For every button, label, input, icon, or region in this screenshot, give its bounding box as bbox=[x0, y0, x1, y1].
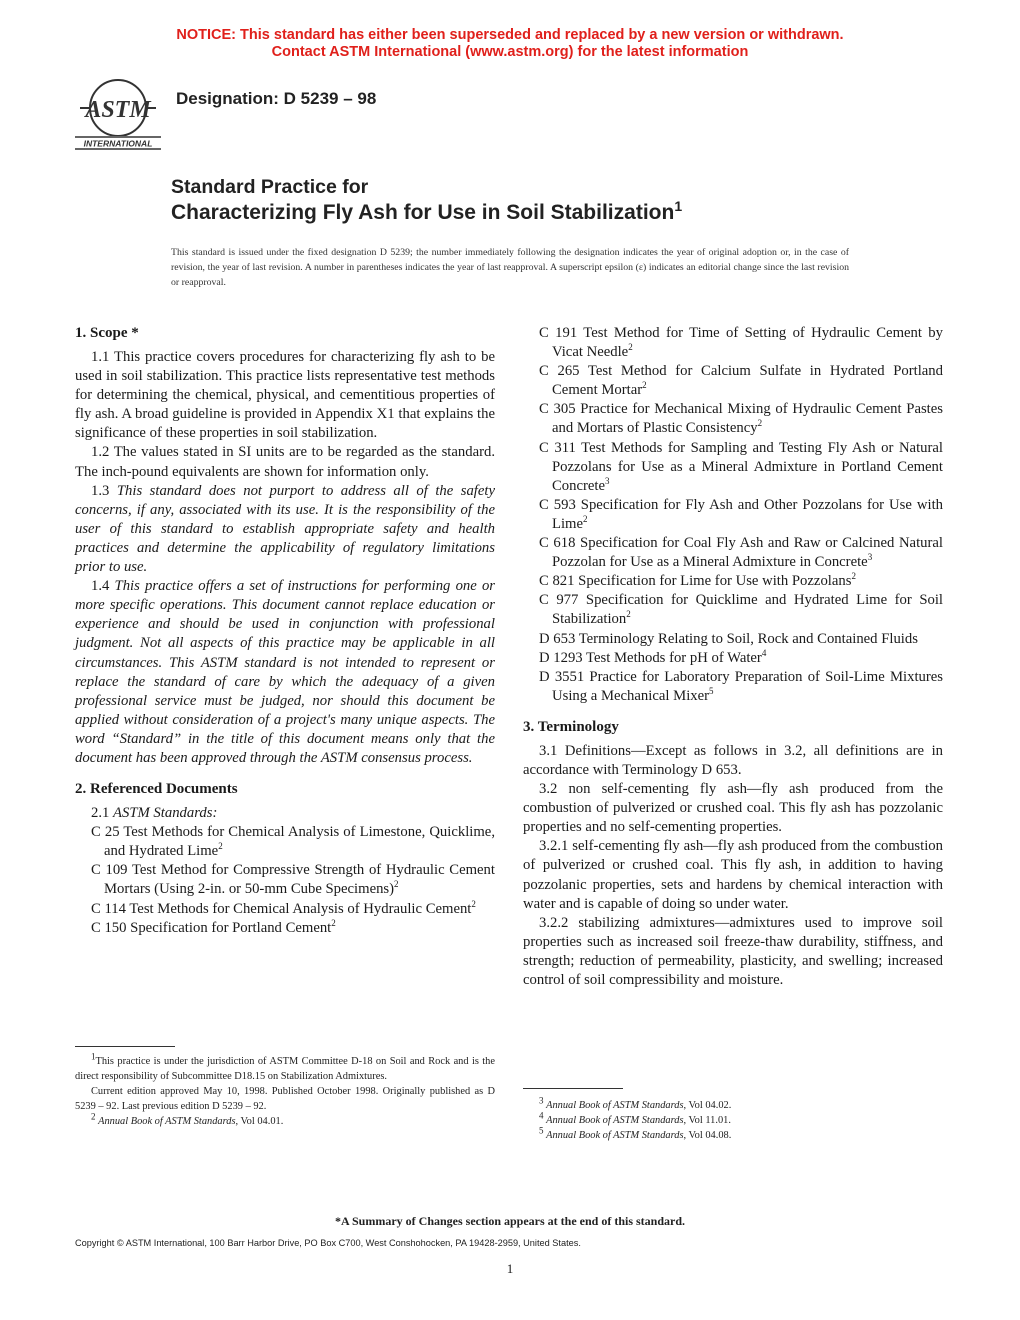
refs-sub-label: ASTM Standards: bbox=[113, 805, 218, 822]
reference-footnote-ref: 2 bbox=[394, 879, 399, 890]
reference-text: C 109 Test Method for Compressive Strength of Hydraulic Cement Mortars (Using 2-in. or 50-mm Cube Specimens) bbox=[91, 862, 495, 898]
reference-text: D 3551 Practice for Laboratory Preparation of Soil-Lime Mixtures Using a Mechanical Mixer bbox=[539, 668, 943, 704]
reference-item bbox=[523, 591, 943, 629]
reference-footnote-ref: 2 bbox=[757, 418, 763, 429]
scope-1-2: 1.2 The values stated in SI units are to be regarded as the standard. The inch-pound equivalents are shown for information only. bbox=[75, 444, 495, 480]
reference-footnote-ref: 2 bbox=[851, 571, 856, 582]
footnote-rule-left bbox=[75, 1046, 175, 1047]
scope-1-3-num: 1.3 bbox=[91, 482, 110, 499]
reference-footnote-ref: 2 bbox=[642, 380, 647, 391]
scope-1-4 bbox=[75, 577, 495, 768]
footnote-4 bbox=[523, 1110, 943, 1128]
footnote-1-num: 1 bbox=[91, 1051, 96, 1062]
footnote-3 bbox=[523, 1095, 943, 1113]
reference-item bbox=[523, 400, 943, 438]
scope-1-4-text: This practice offers a set of instructions for performing one or more specific operations. This document cannot replace education or experience and should be used in conjunction with professional judgment. Not all aspects of this practice may be applicable in all circumstances. This ASTM standard is not intended to represent or replace the standard of care by which the adequacy of a given professional service must be judged, nor should this document be applied without consideration of a project's many unique aspects. The word “Standard” in the title of this document means only that the document has been approved through the ASTM consensus process. bbox=[75, 578, 495, 766]
reference-text: C 977 Specification for Quicklime and Hydrated Lime for Soil Stabilization bbox=[539, 592, 943, 628]
left-column bbox=[75, 324, 495, 938]
scope-1-3-text: This standard does not purport to address all of the safety concerns, if any, associated with its use. It is the responsibility of the user of this standard to establish appropriate safety and health practices and determine the applicability of regulatory limitations prior to use. bbox=[75, 482, 496, 576]
term-3-1: 3.1 Definitions—Except as follows in 3.2, all definitions are in accordance with Terminology D 653. bbox=[523, 742, 943, 778]
reference-footnote-ref: 5 bbox=[709, 685, 714, 696]
footnotes-left bbox=[75, 1051, 495, 1129]
reference-footnote-ref: 2 bbox=[628, 342, 633, 353]
reference-text: C 593 Specification for Fly Ash and Other Pozzolans for Use with Lime bbox=[539, 496, 943, 532]
reference-footnote-ref: 2 bbox=[471, 898, 476, 909]
notice-line-2: Contact ASTM International (www.astm.org) for the latest information bbox=[271, 44, 749, 60]
reference-text: C 305 Practice for Mechanical Mixing of Hydraulic Cement Pastes and Mortars of Plastic Consistency bbox=[539, 401, 943, 437]
reference-item bbox=[523, 572, 943, 591]
refs-subheading bbox=[75, 804, 495, 823]
footnote-num: 5 bbox=[539, 1125, 544, 1136]
reference-text: C 114 Test Methods for Chemical Analysis of Hydraulic Cement bbox=[91, 900, 472, 917]
notice-line-1: NOTICE: This standard has either been superseded and replaced by a new version or withdrawn. bbox=[176, 27, 844, 43]
refs-sub-num: 2.1 bbox=[91, 805, 110, 822]
reference-text: C 191 Test Method for Time of Setting of Hydraulic Cement by Vicat Needle bbox=[539, 325, 943, 361]
right-column bbox=[523, 324, 943, 990]
reference-footnote-ref: 2 bbox=[583, 514, 588, 525]
logo-subtext: INTERNATIONAL bbox=[83, 138, 153, 149]
reference-text: C 265 Test Method for Calcium Sulfate in Hydrated Portland Cement Mortar bbox=[539, 363, 943, 399]
title-footnote-ref: 1 bbox=[674, 198, 683, 214]
refs-list-right bbox=[523, 324, 943, 706]
reference-text: C 25 Test Methods for Chemical Analysis of Limestone, Quicklime, and Hydrated Lime bbox=[91, 824, 495, 860]
document-title bbox=[171, 175, 682, 227]
scope-1-1: 1.1 This practice covers procedures for characterizing fly ash to be used in soil stabilization. This practice lists representative test methods for determining the chemical, physical, and cementitious properties of fly ash. A broad guideline is provided in Appendix X1 that explains the significance of these properties in soil stabilization. bbox=[75, 349, 495, 442]
footnote-rule-right bbox=[523, 1088, 623, 1089]
reference-item bbox=[523, 630, 943, 649]
copyright: Copyright © ASTM International, 100 Barr Harbor Drive, PO Box C700, West Conshohocken, PA 19428-2959, United States. bbox=[75, 1238, 581, 1248]
reference-footnote-ref: 2 bbox=[218, 841, 223, 852]
title-line-1: Standard Practice for bbox=[171, 176, 369, 198]
footnote-book: Annual Book of ASTM Standards bbox=[546, 1100, 684, 1111]
footnote-book: Annual Book of ASTM Standards bbox=[546, 1115, 684, 1126]
designation: Designation: D 5239 – 98 bbox=[176, 89, 377, 108]
reference-item bbox=[75, 861, 495, 899]
reference-item bbox=[523, 324, 943, 362]
reference-item bbox=[523, 649, 943, 668]
reference-item bbox=[523, 668, 943, 706]
logo-text: ASTM bbox=[85, 97, 151, 123]
reference-item bbox=[75, 900, 495, 919]
footnote-1-text: This practice is under the jurisdiction of ASTM Committee D-18 on Soil and Rock and is the direct responsibility of Subcommittee D18.15 on Stabilization Admixtures. bbox=[75, 1056, 495, 1082]
scope-1-3 bbox=[75, 482, 495, 577]
scope-1-4-num: 1.4 bbox=[91, 578, 110, 595]
issued-note: This standard is issued under the fixed designation D 5239; the number immediately following the designation indicates the year of original adoption or, in the case of revision, the year of last revision. A number in parentheses indicates the year of last reapproval. A superscript epsilon (ε) indicates an editorial change since the last revision or reapproval. bbox=[171, 247, 849, 288]
reference-text: D 1293 Test Methods for pH of Water bbox=[539, 649, 762, 666]
footnote-5 bbox=[523, 1125, 943, 1143]
reference-text: C 618 Specification for Coal Fly Ash and Raw or Calcined Natural Pozzolan for Use as a Mineral Admixture in Concrete bbox=[539, 535, 943, 571]
footnote-vol: , Vol 11.01. bbox=[683, 1115, 731, 1126]
reference-item bbox=[75, 919, 495, 938]
footnote-2-vol: , Vol 04.01. bbox=[235, 1116, 284, 1127]
reference-text: C 311 Test Methods for Sampling and Testing Fly Ash or Natural Pozzolans for Use as a Mineral Admixture in Portland Cement Concrete bbox=[539, 439, 943, 494]
footnote-num: 3 bbox=[539, 1095, 544, 1106]
reference-footnote-ref: 3 bbox=[605, 475, 610, 486]
footnote-1 bbox=[75, 1051, 495, 1084]
footnote-2-num: 2 bbox=[91, 1111, 96, 1122]
footnote-2 bbox=[75, 1111, 495, 1129]
reference-text: C 821 Specification for Lime for Use with Pozzolans bbox=[539, 573, 852, 590]
reference-item bbox=[523, 362, 943, 400]
reference-footnote-ref: 2 bbox=[626, 609, 631, 620]
reference-item bbox=[523, 496, 943, 534]
withdrawal-notice bbox=[0, 27, 1020, 61]
title-line-2 bbox=[171, 199, 682, 227]
footnote-2-book: Annual Book of ASTM Standards bbox=[98, 1116, 236, 1127]
page-number: 1 bbox=[506, 1261, 514, 1276]
term-3-2-1: 3.2.1 self-cementing fly ash—fly ash produced from the combustion of pulverized or crushed coal. This fly ash, in addition to having pozzolanic properties, sets and hardens by chemical interaction with water and is capable of doing so under water. bbox=[523, 838, 943, 912]
reference-text: D 653 Terminology Relating to Soil, Rock and Contained Fluids bbox=[539, 630, 918, 647]
footnote-1-edition: Current edition approved May 10, 1998. Published October 1998. Originally published as D 5239 – 92. Last previous edition D 5239 – 92. bbox=[75, 1086, 495, 1112]
terminology-heading: 3. Terminology bbox=[523, 718, 619, 735]
reference-item bbox=[523, 534, 943, 572]
reference-item bbox=[523, 439, 943, 496]
footnote-num: 4 bbox=[539, 1110, 544, 1121]
reference-footnote-ref: 4 bbox=[761, 647, 767, 658]
astm-logo bbox=[72, 76, 164, 152]
reference-footnote-ref: 3 bbox=[867, 552, 873, 563]
footnote-vol: , Vol 04.02. bbox=[683, 1100, 732, 1111]
scope-heading: 1. Scope * bbox=[75, 325, 139, 341]
footnotes-right bbox=[523, 1095, 943, 1143]
reference-item bbox=[75, 823, 495, 861]
footnote-vol: , Vol 04.08. bbox=[683, 1130, 732, 1141]
title-main: Characterizing Fly Ash for Use in Soil Stabilization bbox=[171, 201, 675, 224]
reference-footnote-ref: 2 bbox=[331, 917, 336, 928]
summary-of-changes-note: *A Summary of Changes section appears at the end of this standard. bbox=[334, 1214, 686, 1228]
refs-list-left bbox=[75, 823, 495, 938]
term-3-2-2: 3.2.2 stabilizing admixtures—admixtures used to improve soil properties such as increased soil freeze-thaw durability, stiffness, and strength; reduction of permeability, plasticity, and swelling; increased control of soil compressibility and moisture. bbox=[523, 914, 943, 988]
term-3-2: 3.2 non self-cementing fly ash—fly ash produced from the combustion of pulverized or crushed coal. This fly ash has pozzolanic properties and no self-cementing properties. bbox=[523, 781, 943, 836]
footnote-book: Annual Book of ASTM Standards bbox=[546, 1130, 684, 1141]
reference-text: C 150 Specification for Portland Cement bbox=[91, 919, 332, 936]
refs-heading: 2. Referenced Documents bbox=[75, 781, 238, 798]
